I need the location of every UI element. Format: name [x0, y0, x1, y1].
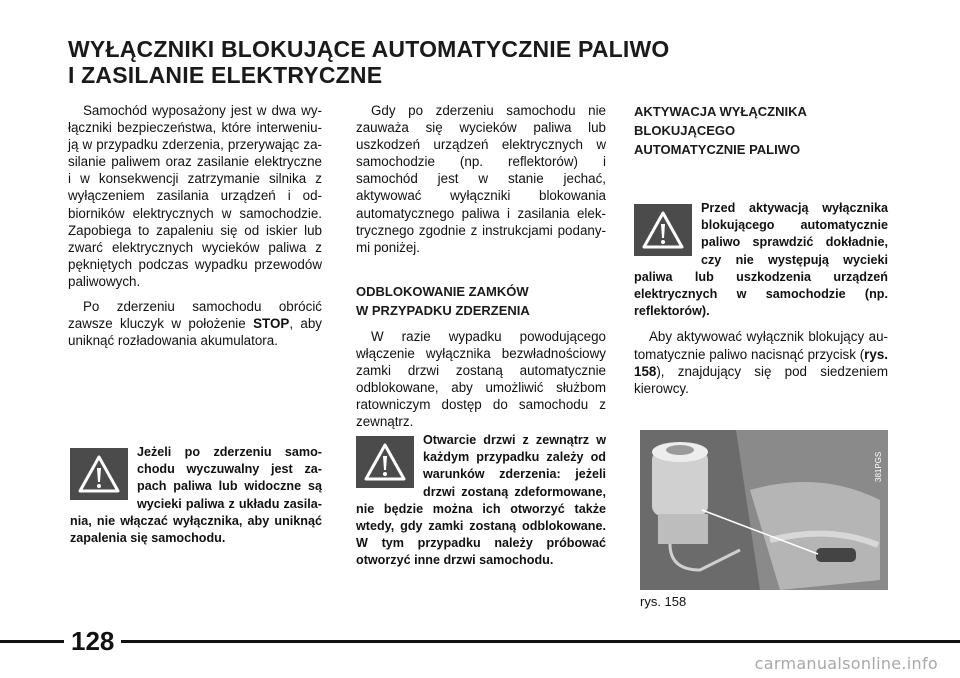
section-heading-activation-line-1: AKTYWACJA WYŁĄCZNIKA [634, 104, 807, 119]
col3-paragraph-1 [634, 328, 888, 396]
figure-reference: rys. 158 [634, 346, 888, 379]
warning-triangle-icon [634, 204, 692, 256]
warning-box-1 [70, 444, 322, 547]
warning-text-2: Otwarcie drzwi z zewnątrz w każdym przypadku zależy od warunków zderzenia: jeżeli drzwi zostaną zdeformowane, nie będzie można ich otworzyć także wtedy, gdy zamki zostaną odblokowane. W tym przypadku należy próbować otworzyć inne drzwi samochodu. [356, 433, 606, 568]
col1-paragraph-1: Samochód wyposażony jest w dwa wyłączniki bezpieczeństwa, które interweniują w przypadku zderzenia, przerywając zasilanie paliwem oraz zasilanie elektryczne i w konsekwencji zatrzymanie silnika z wyłączeniem zasilania urządzeń i odbiorników elektrycznych w samochodzie. Zapobiega to zapaleniu się od iskier lub zwarć elektrycznych wycieków paliwa z pękniętych podczas wypadku przewodów paliwowych. [68, 103, 322, 289]
watermark: carmanualsonline.info [754, 654, 938, 673]
section-heading-unlock-line-2: W PRZYPADKU ZDERZENIA [356, 302, 530, 318]
col1-p2-text-b: , aby uniknąć rozładowania akumulatora. [68, 316, 323, 349]
inertia-switch-illustration [640, 430, 888, 590]
section-heading-unlock [356, 282, 606, 320]
column-3 [634, 102, 888, 167]
page-title [68, 36, 669, 88]
footer-rule [0, 640, 960, 643]
figure-code: 381PGS [874, 451, 883, 482]
col3-p1-text-a: Aby aktywować wyłącznik blokujący automatycznie paliwo nacisnąć przycisk ( [634, 329, 888, 362]
warning-box-2 [356, 432, 606, 570]
col2-paragraph-1: Gdy po zderzeniu samochodu nie zauważa się wycieków paliwa lub uszkodzeń urządzeń elektrycznych w samochodzie (np. reflektorów) i samochód jest w stanie jechać, aktywować wyłączniki blokowania automatycznego paliwa i zasilania elektrycznego zgodnie z instrukcjami podanymi poniżej. [356, 103, 606, 255]
figure-photo [640, 430, 888, 590]
section-heading-activation-line-2: BLOKUJĄCEGO [634, 123, 736, 138]
warning-box-3 [634, 200, 888, 397]
col1-paragraph-2 [68, 298, 322, 349]
col3-p1-text-b: ), znajdujący się pod siedzeniem kierowcy. [634, 363, 888, 396]
section-heading-activation [634, 102, 888, 159]
figure-caption: rys. 158 [640, 594, 687, 609]
page-number: 128 [64, 627, 121, 655]
warning-text-3: Przed aktywacją wyłącznika blokującego automatycznie paliwo sprawdzić dokładnie, czy nie występują wycieki paliwa lub uszkodzenia urządzeń elektrycznych w samochodzie (np. reflektorów). [634, 201, 888, 319]
col2-paragraph-2: W razie wypadku powodującego włączenie wyłącznika bezwładnościowy zamki drzwi zostaną automatycznie odblokowane, aby umożliwić służbom ratowniczym dostęp do samochodu z zewnątrz. [356, 328, 606, 430]
col1-p2-text-a: Po zderzeniu samochodu obrócić zawsze kluczyk w położenie [68, 299, 322, 332]
section-heading-unlock-line-1: ODBLOKOWANIE ZAMKÓW [356, 283, 529, 299]
page-title-line-2: I ZASILANIE ELEKTRYCZNE [68, 62, 383, 88]
warning-triangle-icon [70, 448, 128, 500]
column-2 [356, 102, 606, 438]
warning-text-1: Jeżeli po zderzeniu samochodu wyczuwalny jest zapach paliwa lub widoczne są wycieki paliwa z układu zasilania, nie włączać wyłącznika, aby uniknąć zapalenia się samochodu. [70, 445, 322, 546]
page-title-line-1: WYŁĄCZNIKI BLOKUJĄCE AUTOMATYCZNIE PALIWO [68, 36, 670, 62]
section-heading-activation-line-3: AUTOMATYCZNIE PALIWO [634, 142, 801, 157]
column-1 [68, 102, 322, 357]
stop-keyword: STOP [253, 316, 290, 332]
warning-triangle-icon [356, 436, 414, 488]
